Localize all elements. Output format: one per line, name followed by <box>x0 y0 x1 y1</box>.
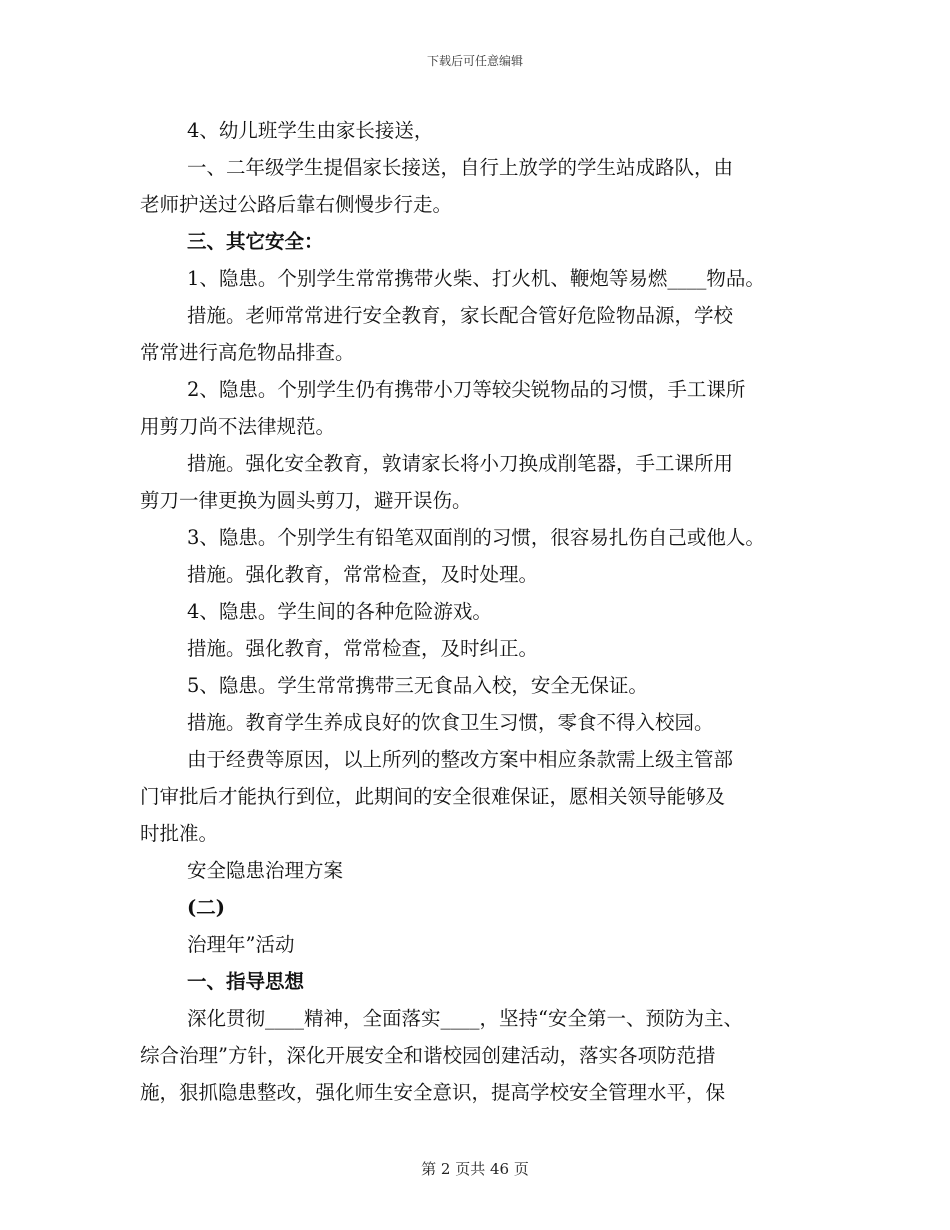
paragraph-line: 由于经费等原因，以上所列的整改方案中相应条款需上级主管部 <box>187 748 734 771</box>
paragraph-line: 常常进行高危物品排查。 <box>140 341 355 364</box>
document-body <box>140 112 820 1111</box>
page-header: 下载后可任意编辑 <box>426 54 523 68</box>
paragraph-line: 措施。强化教育，常常检查，及时处理。 <box>187 563 539 586</box>
paragraph-line: 措施。教育学生养成良好的饮食卫生习惯，零食不得入校园。 <box>187 711 714 734</box>
paragraph-line: 深化贯彻____精神，全面落实____，坚持“安全第一、预防为主、 <box>187 1007 743 1030</box>
paragraph-line: 治理年”活动 <box>187 933 295 956</box>
paragraph-line: 4、隐患。学生间的各种危险游戏。 <box>187 600 492 623</box>
paragraph-line: 老师护送过公路后靠右侧慢步行走。 <box>140 193 453 216</box>
paragraph-line: (二) <box>187 896 225 919</box>
paragraph-line: 三、其它安全： <box>187 230 324 253</box>
page-footer: 第 2 页共 46 页 <box>421 1160 529 1178</box>
paragraph-line: 门审批后才能执行到位，此期间的安全很难保证，愿相关领导能够及 <box>140 785 726 808</box>
paragraph-line: 措施。老师常常进行安全教育，家长配合管好危险物品源，学校 <box>187 304 734 327</box>
paragraph-line: 时批准。 <box>140 822 219 845</box>
paragraph-line: 4、幼儿班学生由家长接送， <box>187 119 434 142</box>
paragraph-line: 2、隐患。个别学生仍有携带小刀等较尖锐物品的习惯，手工课所 <box>187 378 746 401</box>
paragraph-line: 施，狠抓隐患整改，强化师生安全意识，提高学校安全管理水平，保 <box>140 1081 726 1104</box>
paragraph-line: 5、隐患。学生常常携带三无食品入校，安全无保证。 <box>187 674 648 697</box>
paragraph-line: 1、隐患。个别学生常常携带火柴、打火机、鞭炮等易燃____物品。 <box>187 267 765 290</box>
paragraph-line: 3、隐患。个别学生有铅笔双面削的习惯，很容易扎伤自己或他人。 <box>187 526 765 549</box>
paragraph-line: 综合治理”方针，深化开展安全和谐校园创建活动，落实各项防范措 <box>140 1044 716 1067</box>
paragraph-line: 措施。强化安全教育，敦请家长将小刀换成削笔器，手工课所用 <box>187 452 734 475</box>
paragraph-line: 一、二年级学生提倡家长接送，自行上放学的学生站成路队，由 <box>187 156 734 179</box>
paragraph-line: 一、指导思想 <box>187 970 305 993</box>
paragraph-line: 用剪刀尚不法律规范。 <box>140 415 336 438</box>
paragraph-line: 剪刀一律更换为圆头剪刀，避开误伤。 <box>140 489 472 512</box>
paragraph-line: 措施。强化教育，常常检查，及时纠正。 <box>187 637 539 660</box>
paragraph-line: 安全隐患治理方案 <box>187 859 344 882</box>
